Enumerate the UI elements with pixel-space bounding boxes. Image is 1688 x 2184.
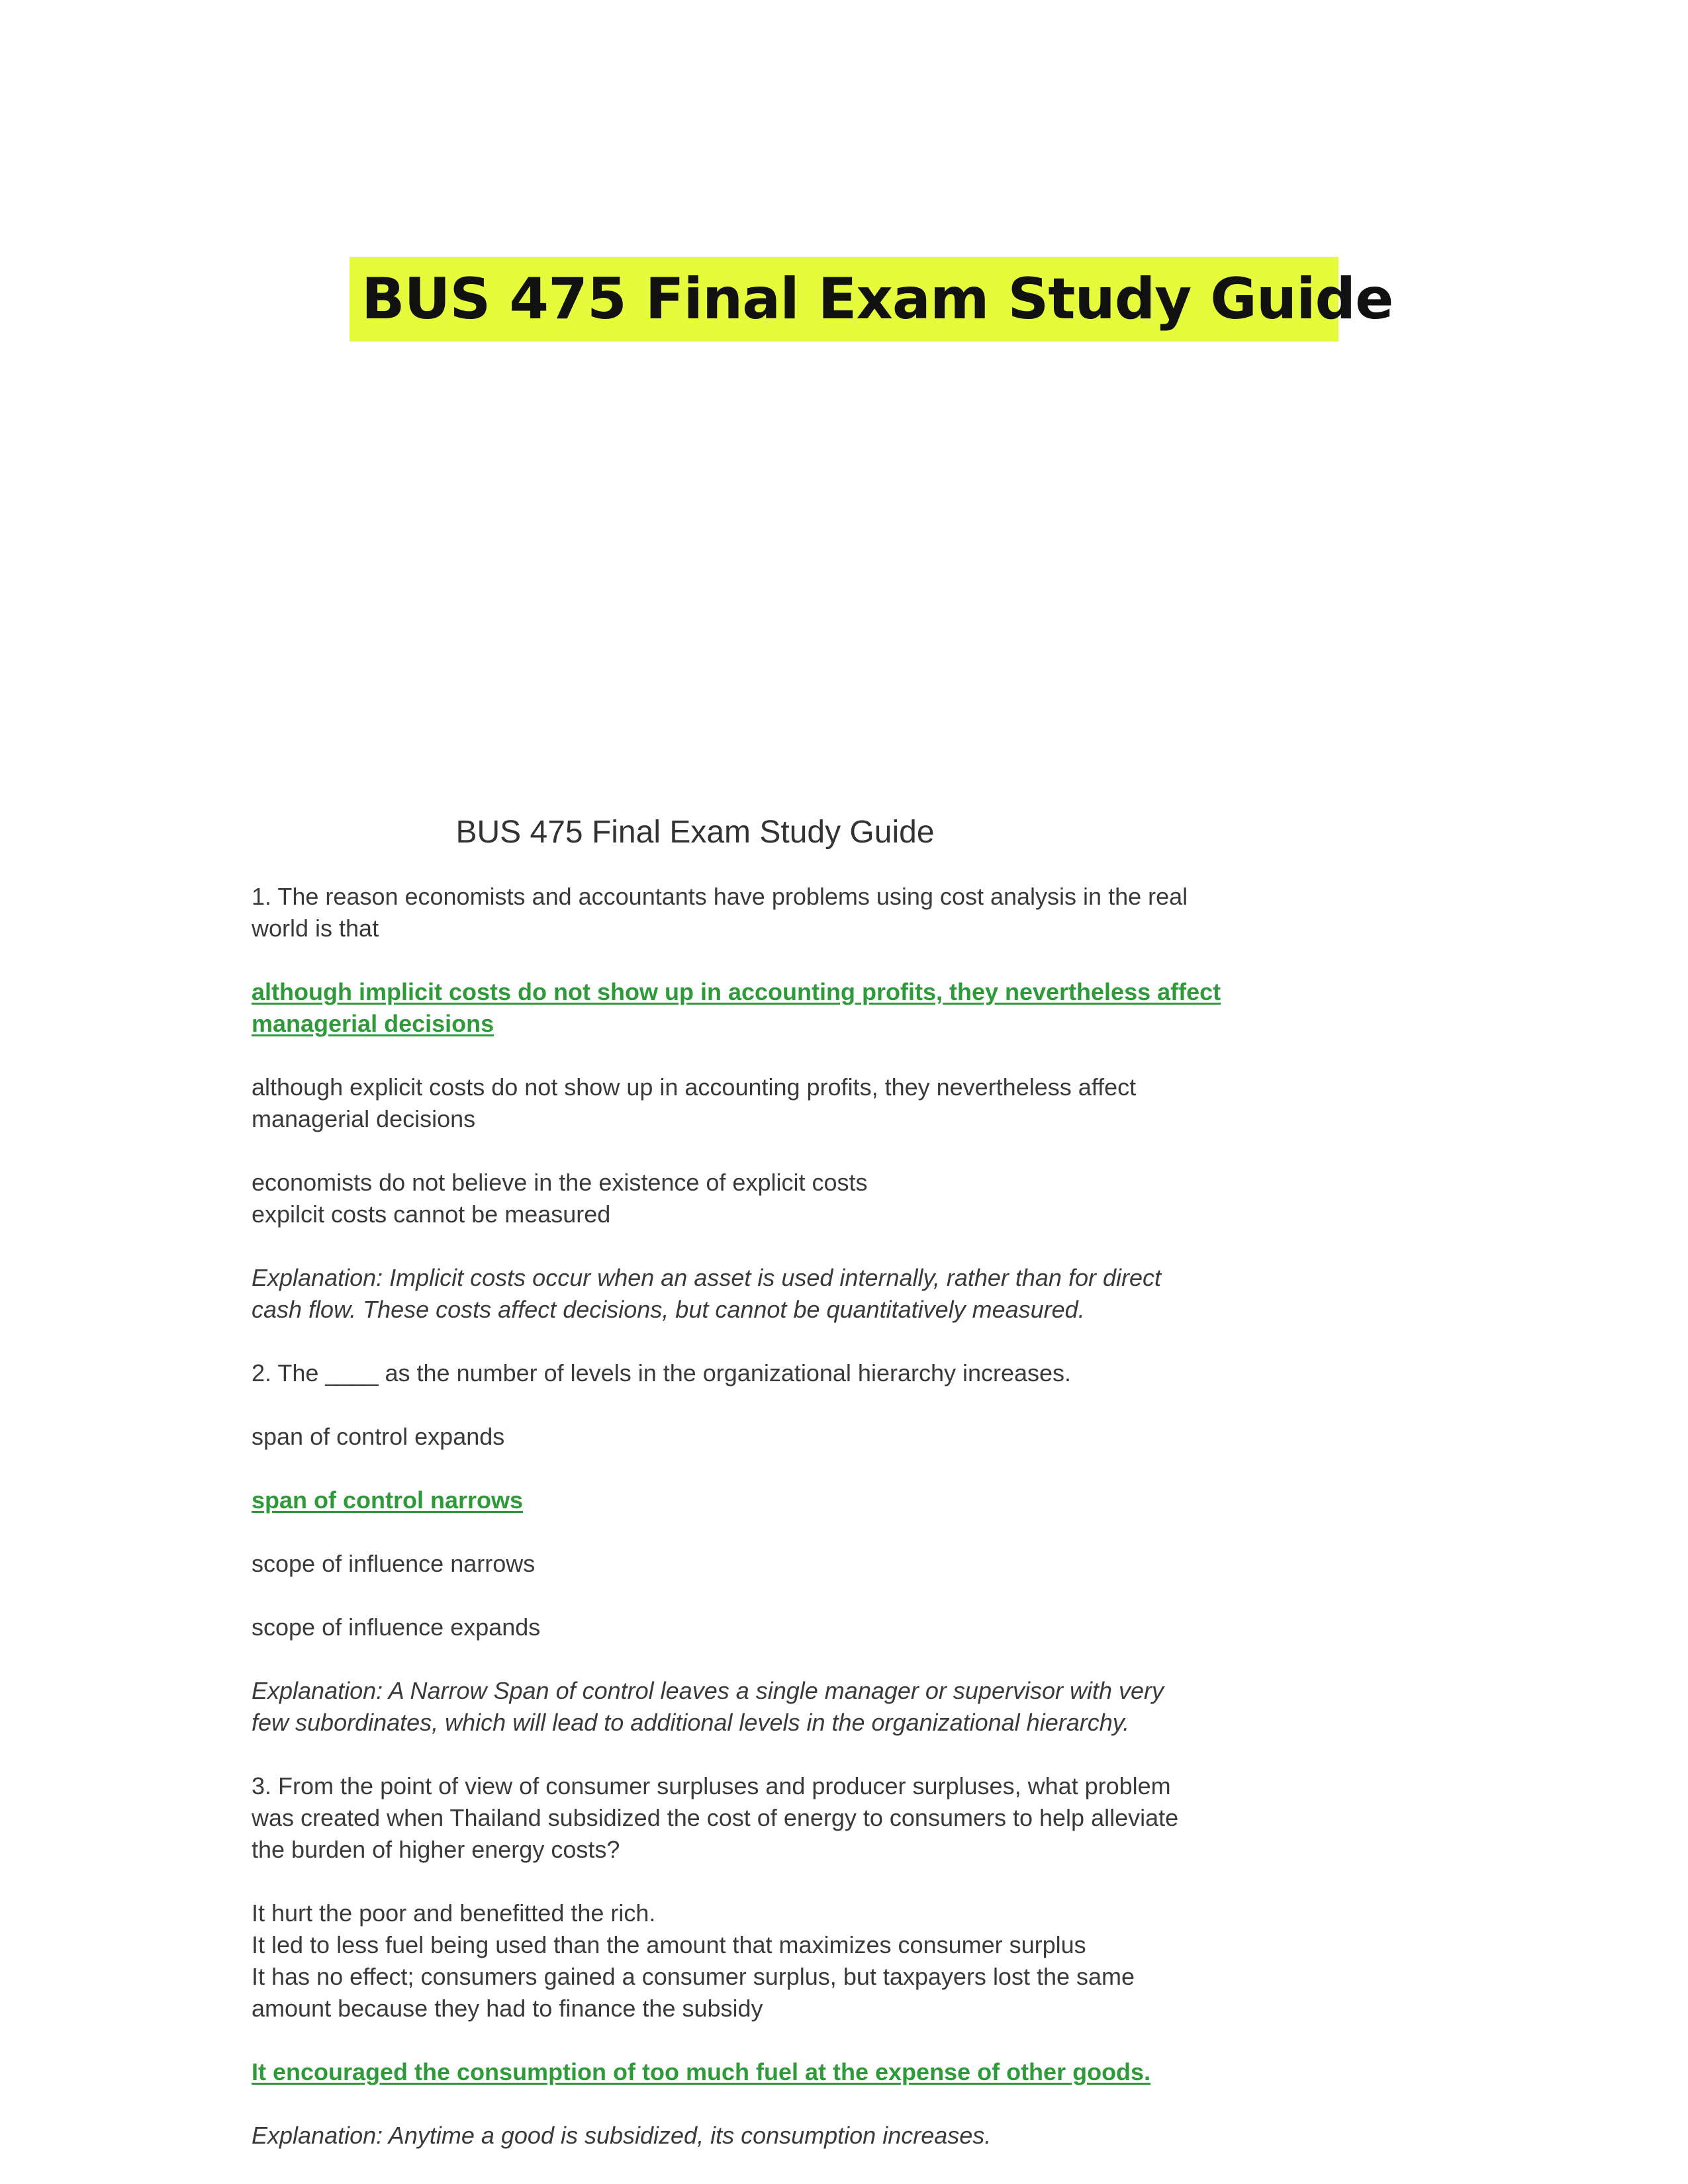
q3-option-2: It led to less fuel being used than the amount that maximizes consumer surplus (252, 1931, 1086, 1958)
q3-question-line-3: the burden of higher energy costs? (252, 1836, 620, 1863)
q1-option-2-line-2: managerial decisions (252, 1105, 476, 1132)
q1-correct-answer-line-2: managerial decisions (252, 1010, 494, 1037)
q2-correct-answer: span of control narrows (252, 1486, 524, 1514)
q1-question-line-1: 1. The reason economists and accountants have problems using cost analysis in the real (252, 883, 1188, 910)
q2-explanation-line-1: Explanation: A Narrow Span of control leaves a single manager or supervisor with very (252, 1677, 1164, 1704)
document-title: BUS 475 Final Exam Study Guide (455, 815, 935, 850)
q1-explanation-line-2: cash flow. These costs affect decisions, but cannot be quantitatively measured. (252, 1296, 1085, 1323)
q2-option-1: span of control expands (252, 1423, 505, 1450)
q3-option-3-line-1: It has no effect; consumers gained a consumer surplus, but taxpayers lost the same (252, 1963, 1135, 1990)
title-banner (350, 257, 1393, 341)
q3-explanation: Explanation: Anytime a good is subsidized, its consumption increases. (252, 2122, 992, 2149)
q1-option-2-line-1: although explicit costs do not show up in accounting profits, they nevertheless affect (252, 1073, 1137, 1101)
q1-correct-answer-line-1: although implicit costs do not show up in accounting profits, they nevertheless affect (252, 978, 1221, 1005)
q2-explanation-line-2: few subordinates, which will lead to additional levels in the organizational hierarchy. (252, 1709, 1130, 1736)
q1-explanation-line-1: Explanation: Implicit costs occur when an asset is used internally, rather than for direct (252, 1264, 1161, 1291)
q1-option-3: economists do not believe in the existence of explicit costs (252, 1169, 868, 1196)
q2-option-3: scope of influence narrows (252, 1550, 536, 1577)
q3-option-3-line-2: amount because they had to finance the subsidy (252, 1995, 763, 2022)
q3-question-line-2: was created when Thailand subsidized the cost of energy to consumers to help alleviate (252, 1804, 1179, 1831)
q3-correct-answer: It encouraged the consumption of too much fuel at the expense of other goods. (252, 2058, 1151, 2085)
q3-question-line-1: 3. From the point of view of consumer surpluses and producer surpluses, what problem (252, 1772, 1171, 1799)
q1-option-4: expilcit costs cannot be measured (252, 1201, 611, 1228)
scanned-page (252, 814, 1231, 2152)
q1-question-line-2: world is that (252, 915, 379, 942)
q2-option-4: scope of influence expands (252, 1614, 541, 1641)
q2-question: 2. The ____ as the number of levels in the organizational hierarchy increases. (252, 1359, 1072, 1387)
banner-title: BUS 475 Final Exam Study Guide (361, 266, 1393, 332)
q3-option-1: It hurt the poor and benefitted the rich. (252, 1899, 656, 1927)
